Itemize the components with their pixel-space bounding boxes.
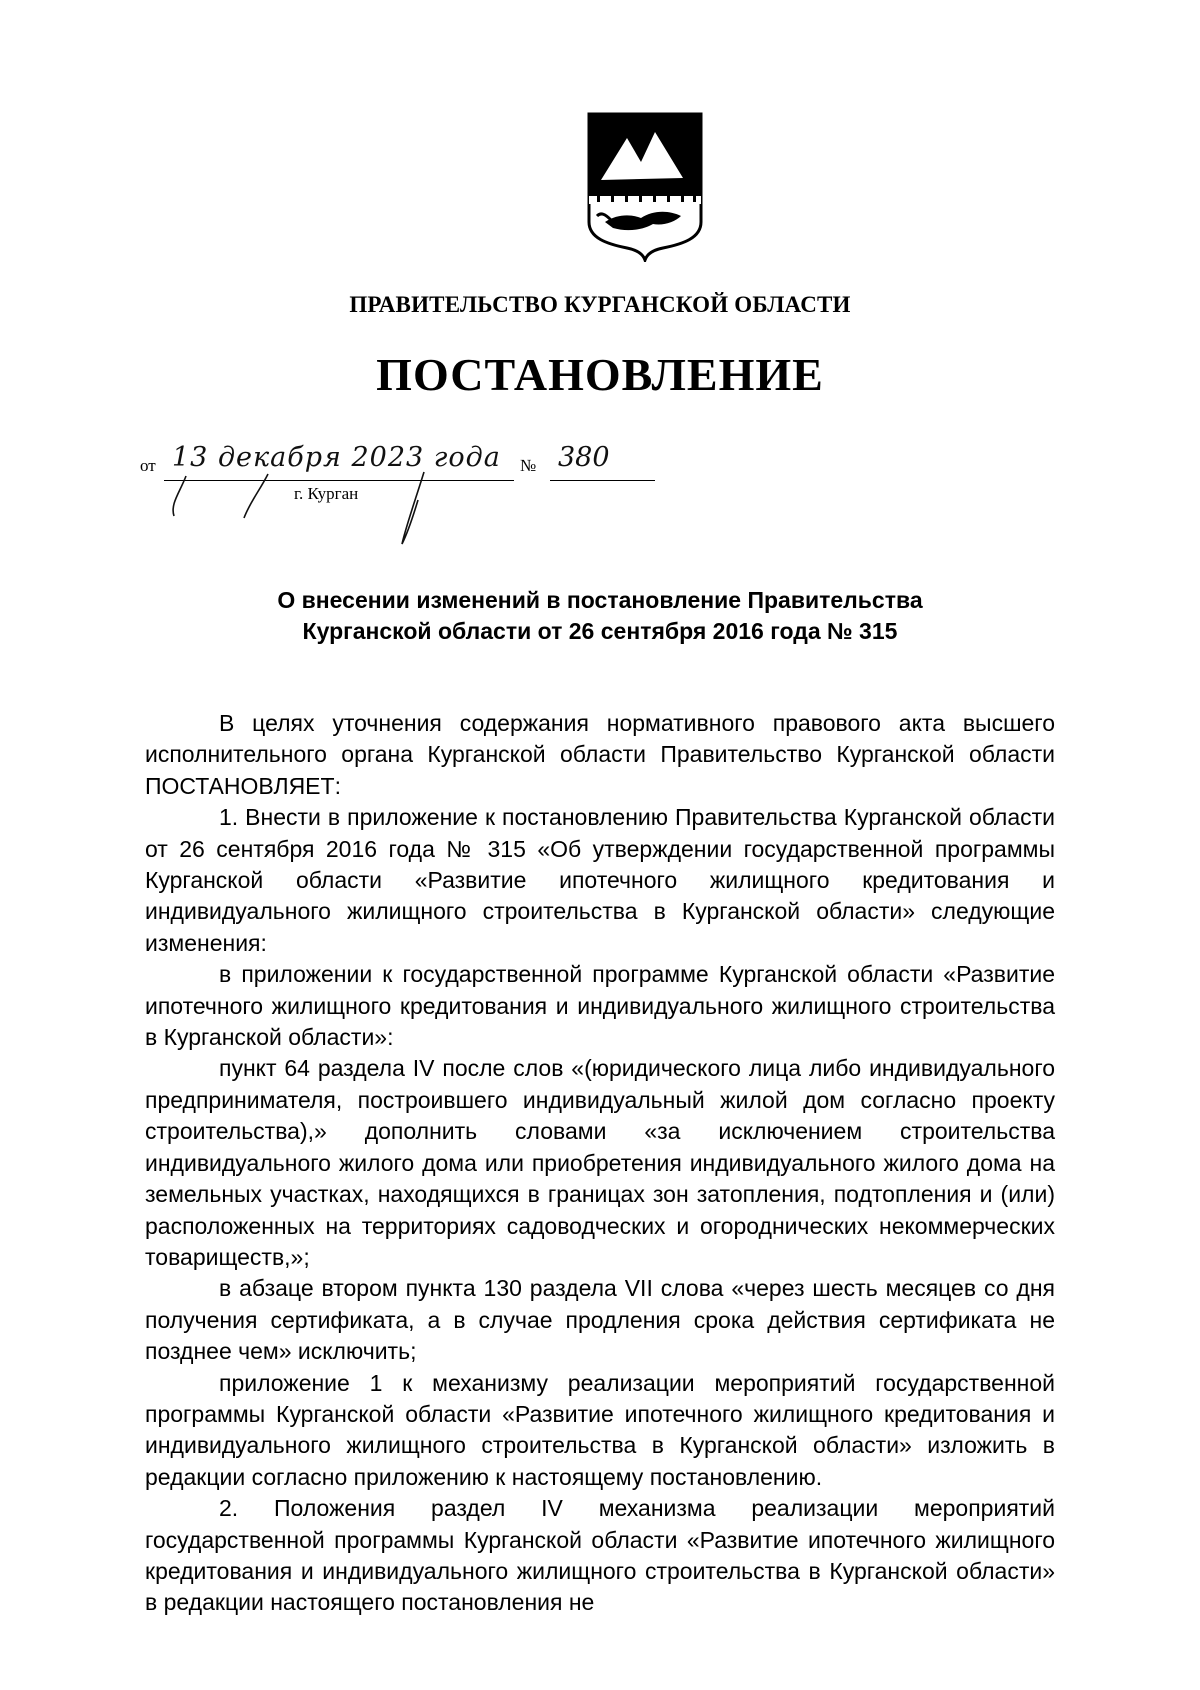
document-type-heading: ПОСТАНОВЛЕНИЕ — [376, 349, 824, 400]
number-sign: № — [520, 456, 537, 475]
city-label: г. Курган — [294, 484, 359, 503]
date-number-line — [140, 440, 660, 550]
document-body — [145, 708, 1055, 1619]
handwritten-number: 380 — [558, 442, 610, 473]
government-title: ПРАВИТЕЛЬСТВО КУРГАНСКОЙ ОБЛАСТИ — [349, 292, 851, 317]
paragraph-item-1: 1. Внести в приложение к постановлению Правительства Курганской области от 26 сентября 2016 года № 315 «Об утверждении государственной программы Курганской области «Развитие ипотечного жилищного кредитования и индивидуального жилищного строительства в Курганской области» следующие изменения: — [145, 804, 1055, 956]
handwritten-date: 13 декабря 2023 года — [172, 442, 501, 473]
coat-of-arms-emblem — [583, 110, 707, 262]
paragraph-appendix-1: приложение 1 к механизму реализации мероприятий государственной программы Курганской области «Развитие ипотечного жилищного кредитования и индивидуального жилищного строительства в Курганской области» изложить в редакции согласно приложению к настоящему постановлению. — [145, 1369, 1055, 1490]
paragraph-item-2: 2. Положения раздел IV механизма реализации мероприятий государственной программы Курганской области «Развитие ипотечного жилищного кредитования и индивидуального жилищного строительства в Курганской области» в редакции настоящего постановления не — [145, 1495, 1055, 1616]
date-prefix: от — [140, 456, 156, 475]
subject-line-2: Курганской области от 26 сентября 2016 года № 315 — [302, 618, 898, 644]
paragraph-appendix-change: в приложении к государственной программе Курганской области «Развитие ипотечного жилищного кредитования и индивидуального жилищного строительства в Курганской области»: — [145, 961, 1055, 1051]
handwriting-flourish — [140, 440, 660, 550]
document-subject — [150, 585, 1050, 647]
paragraph-point-64: пункт 64 раздела IV после слов «(юридического лица либо индивидуального предпринимателя, построившего индивидуальный жилой дом согласно проекту строительства),» дополнить словами «за исключением строительства индивидуального жилого дома или приобретения индивидуального жилого дома на земельных участках, находящихся в границах зон затопления, подтопления и (или) расположенных на территориях садоводческих и огороднических некоммерческих товариществ,»; — [145, 1055, 1055, 1270]
subject-line-1: О внесении изменений в постановление Правительства — [277, 587, 923, 613]
paragraph-point-130: в абзаце втором пункта 130 раздела VII слова «через шесть месяцев со дня получения сертификата, а в случае продления срока действия сертификата не позднее чем» исключить; — [145, 1275, 1055, 1365]
paragraph-preamble: В целях уточнения содержания нормативного правового акта высшего исполнительного органа Курганской области Правительство Курганской области ПОСТАНОВЛЯЕТ: — [145, 710, 1055, 799]
